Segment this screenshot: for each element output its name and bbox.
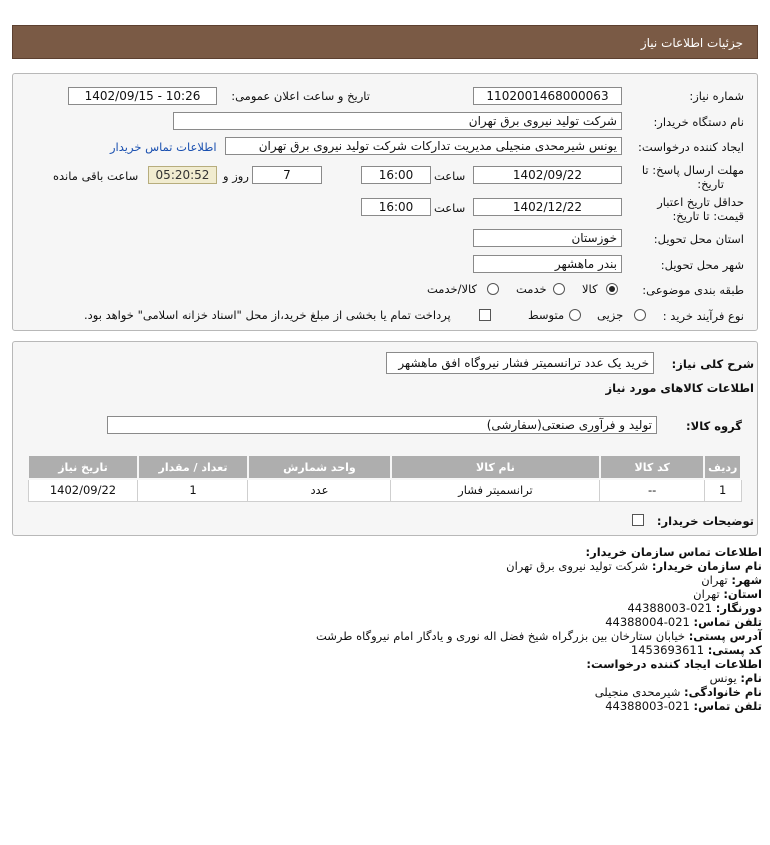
buyer-org-label: نام دستگاه خریدار:: [653, 115, 744, 129]
page-title: جزئیات اطلاعات نیاز: [640, 36, 743, 50]
validity-label-1: حداقل تاریخ اعتبار: [657, 195, 744, 209]
contact-province: استان: تهران: [693, 587, 762, 601]
process-medium-label: متوسط: [528, 308, 565, 322]
category-both-label: کالا/خدمت: [427, 282, 478, 296]
validity-label-2: قیمت: تا تاریخ:: [672, 209, 744, 223]
deadline-label-1: مهلت ارسال پاسخ: تا: [641, 163, 744, 177]
requester-field: یونس شیرمحدی منجیلی مدیریت تدارکات شرکت تولید نیروی برق تهران: [225, 137, 622, 155]
validity-time-field: 16:00: [361, 198, 431, 216]
process-medium-radio[interactable]: [569, 309, 581, 321]
process-label: نوع فرآیند خرید :: [662, 309, 744, 323]
col-row: ردیف: [704, 455, 741, 479]
contact-address: آدرس پستی: خیابان ستارخان بین بزرگراه شیخ فضل اله نوری و یادگار امام نیروگاه طرشت: [316, 629, 762, 643]
page-header: [12, 25, 758, 59]
goods-group-label: گروه کالا:: [686, 419, 742, 433]
cell-quantity: 1: [138, 479, 248, 501]
requester-label: ایجاد کننده درخواست:: [638, 140, 744, 154]
creator-title: اطلاعات ایجاد کننده درخواست:: [586, 657, 762, 671]
table-row: [28, 479, 741, 501]
col-unit: واحد شمارش: [248, 455, 391, 479]
buyer-org-field: شرکت تولید نیروی برق تهران: [173, 112, 622, 130]
contact-phone: تلفن تماس: 021-44388004: [605, 615, 762, 629]
creator-phone: تلفن تماس: 021-44388003: [605, 699, 762, 713]
need-number-label: شماره نیاز:: [689, 89, 744, 103]
remaining-timer: 05:20:52: [148, 166, 217, 184]
days-field: 7: [252, 166, 322, 184]
items-table: [27, 454, 742, 502]
deadline-time-field: 16:00: [361, 166, 431, 184]
buyer-notes-label: توضیحات خریدار:: [656, 514, 754, 528]
category-goods-label: کالا: [582, 282, 598, 296]
deadline-label-2: تاریخ:: [697, 177, 724, 191]
announce-label: تاریخ و ساعت اعلان عمومی:: [231, 89, 370, 103]
category-both-radio[interactable]: [487, 283, 499, 295]
need-number-field: 1102001468000063: [473, 87, 622, 105]
goods-title: اطلاعات کالاهای مورد نیاز: [605, 381, 754, 395]
validity-time-label: ساعت: [434, 201, 466, 215]
buyer-contact-link[interactable]: اطلاعات تماس خریدار: [110, 140, 217, 154]
contact-fax: دورنگار: 021-44388003: [627, 601, 762, 615]
creator-name: نام: یونس: [709, 671, 762, 685]
province-label: استان محل تحویل:: [653, 232, 744, 246]
col-need-date: تاریخ نیاز: [28, 455, 138, 479]
remaining-label: ساعت باقی مانده: [53, 169, 139, 183]
contact-title: اطلاعات تماس سازمان خریدار:: [585, 545, 762, 559]
announce-field: 1402/09/15 - 10:26: [68, 87, 217, 105]
city-field: بندر ماهشهر: [473, 255, 622, 273]
category-service-label: خدمت: [516, 282, 547, 296]
cell-row: 1: [704, 479, 741, 501]
deadline-date-field: 1402/09/22: [473, 166, 622, 184]
cell-item-name: ترانسمیتر فشار: [391, 479, 600, 501]
contact-city: شهر: تهران: [701, 573, 762, 587]
treasury-note: پرداخت تمام یا بخشی از مبلغ خرید،از محل "اسناد خزانه اسلامی" خواهد بود.: [84, 308, 451, 322]
col-item-code: کد کالا: [600, 455, 704, 479]
category-goods-radio[interactable]: [606, 283, 618, 295]
creator-family: نام خانوادگی: شیرمحدی منجیلی: [594, 685, 762, 699]
treasury-checkbox[interactable]: [479, 309, 491, 321]
description-field: خرید یک عدد ترانسمیتر فشار نیروگاه افق ماهشهر: [386, 352, 654, 374]
city-label: شهر محل تحویل:: [660, 258, 744, 272]
process-minor-label: جزیی: [597, 308, 624, 322]
validity-date-field: 1402/12/22: [473, 198, 622, 216]
category-label: طبقه بندی موضوعی:: [642, 283, 744, 297]
cell-need-date: 1402/09/22: [28, 479, 138, 501]
col-item-name: نام کالا: [391, 455, 600, 479]
table-header-row: [28, 455, 741, 479]
category-service-radio[interactable]: [553, 283, 565, 295]
cell-unit: عدد: [248, 479, 391, 501]
description-label: شرح کلی نیاز:: [671, 357, 754, 371]
col-quantity: تعداد / مقدار: [138, 455, 248, 479]
province-field: خوزستان: [473, 229, 622, 247]
goods-group-field: تولید و فرآوری صنعتی(سفارشی): [107, 416, 657, 434]
contact-postal: کد پستی: 1453693611: [630, 643, 762, 657]
contact-org: نام سازمان خریدار: شرکت تولید نیروی برق تهران: [506, 559, 762, 573]
days-label: روز و: [223, 169, 249, 183]
cell-item-code: --: [600, 479, 704, 501]
deadline-time-label: ساعت: [434, 169, 466, 183]
process-minor-radio[interactable]: [634, 309, 646, 321]
buyer-notes-checkbox[interactable]: [632, 514, 644, 526]
